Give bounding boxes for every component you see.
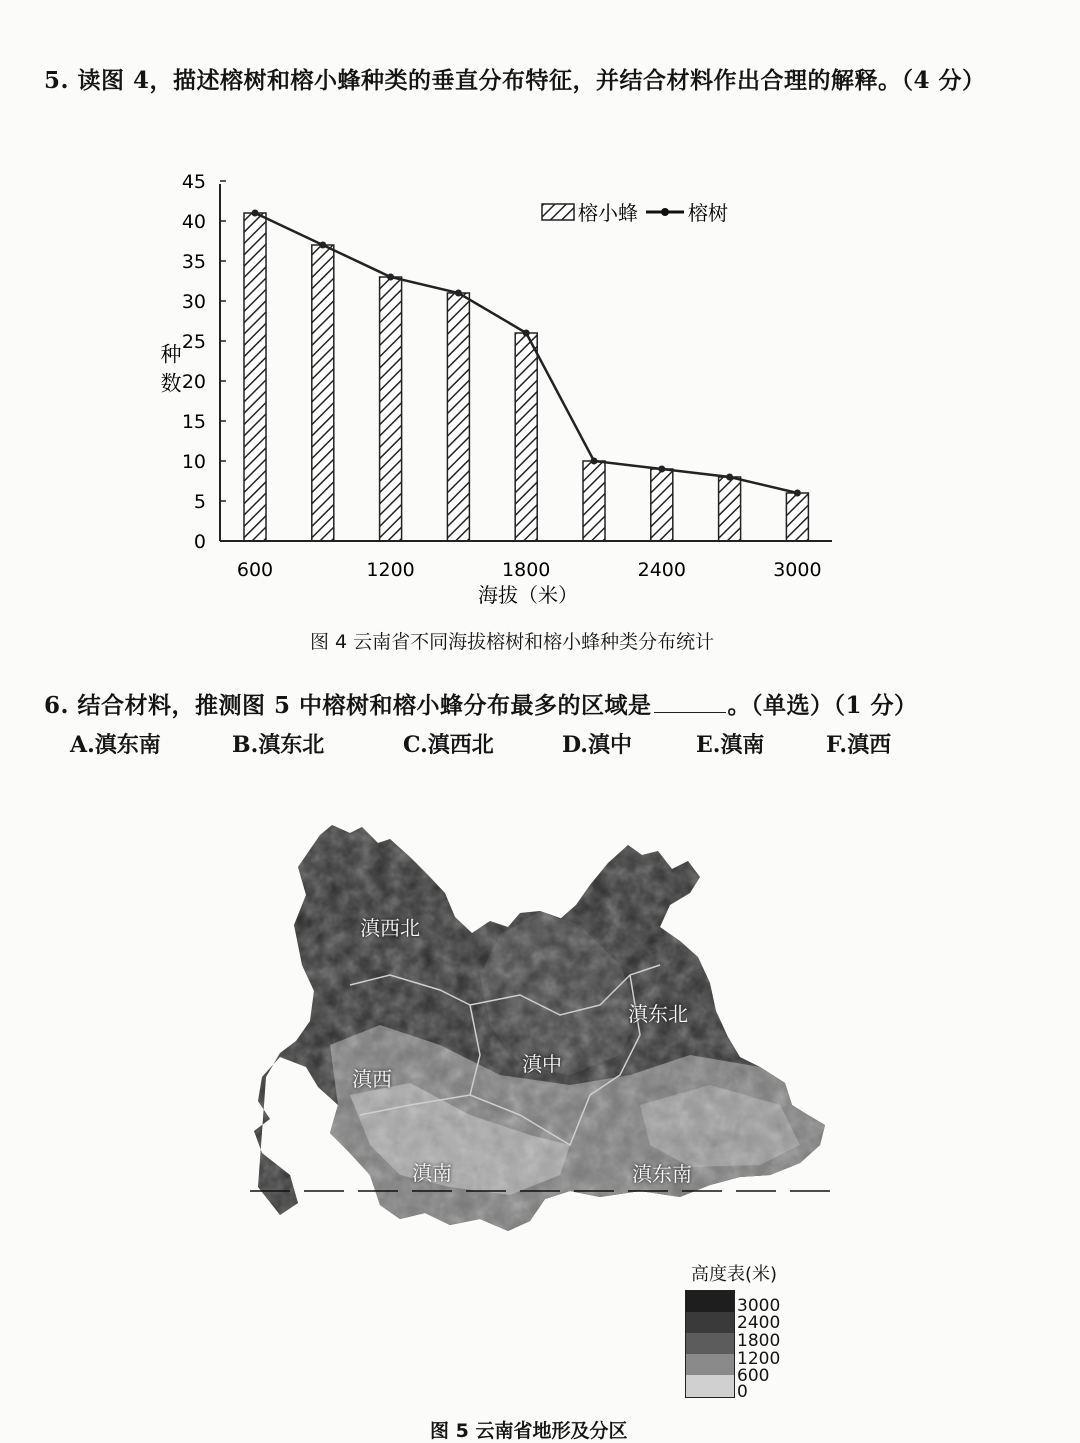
region-label-ne: 滇东北 bbox=[628, 1002, 688, 1026]
bar-fig-wasp bbox=[719, 477, 741, 541]
point-banyan bbox=[252, 210, 259, 217]
legend-tick-3000: 3000 bbox=[737, 1296, 781, 1316]
region-label-se: 滇东南 bbox=[632, 1162, 692, 1186]
legend-label-fig-wasp: 榕小蜂 bbox=[578, 201, 638, 225]
bar-fig-wasp bbox=[447, 293, 469, 541]
y-tick-label: 10 bbox=[181, 451, 206, 473]
bar-fig-wasp bbox=[786, 493, 808, 541]
y-tick-label: 35 bbox=[181, 251, 206, 273]
point-banyan bbox=[794, 490, 801, 497]
x-tick-label: 600 bbox=[236, 559, 274, 581]
legend-swatch-fig-wasp bbox=[542, 204, 574, 220]
figure-4-chart bbox=[0, 0, 1080, 620]
point-banyan bbox=[455, 290, 462, 297]
x-axis-label: 海拔（米） bbox=[478, 583, 578, 607]
x-tick-label: 3000 bbox=[773, 559, 822, 581]
legend-band-2400 bbox=[686, 1312, 734, 1333]
region-label-south: 滇南 bbox=[412, 1161, 452, 1185]
legend-band-1800 bbox=[686, 1333, 734, 1354]
legend-label-banyan: 榕树 bbox=[688, 201, 728, 225]
option-b[interactable]: B.滇东北 bbox=[232, 732, 325, 758]
y-axis-label: 种数 bbox=[158, 343, 182, 401]
legend-tick-1200: 1200 bbox=[737, 1349, 781, 1369]
answer-blank[interactable] bbox=[654, 694, 726, 713]
figure-5-caption: 图 5 云南省地形及分区 bbox=[430, 1420, 628, 1442]
province-shape bbox=[254, 825, 825, 1231]
legend-tick-600: 600 bbox=[737, 1366, 770, 1386]
y-tick-label: 15 bbox=[181, 411, 206, 433]
point-banyan bbox=[658, 466, 665, 473]
question-6-prefix: 6. 结合材料，推测图 5 中榕树和榕小蜂分布最多的区域是 bbox=[44, 692, 652, 719]
bar-fig-wasp bbox=[312, 245, 334, 541]
legend-title: 高度表(米) bbox=[691, 1264, 778, 1285]
question-6-suffix: 。（单选）（1 分） bbox=[727, 692, 918, 719]
bars-fig-wasp bbox=[244, 213, 808, 541]
bar-fig-wasp bbox=[380, 277, 402, 541]
region-label-central: 滇中 bbox=[522, 1052, 562, 1076]
legend-band-600 bbox=[686, 1375, 734, 1397]
region-label-nw: 滇西北 bbox=[360, 916, 420, 940]
point-banyan bbox=[523, 330, 530, 337]
option-c[interactable]: C.滇西北 bbox=[403, 732, 494, 758]
legend bbox=[542, 201, 728, 225]
x-tick-label: 1800 bbox=[502, 559, 551, 581]
y-tick-label: 0 bbox=[193, 531, 206, 553]
bar-fig-wasp bbox=[515, 333, 537, 541]
question-5: 5. 读图 4，描述榕树和榕小蜂种类的垂直分布特征，并结合材料作出合理的解释。（4 分） bbox=[44, 67, 986, 94]
option-d[interactable]: D.滇中 bbox=[562, 732, 632, 758]
legend-tick-2400: 2400 bbox=[737, 1313, 781, 1333]
x-tick-label: 2400 bbox=[637, 559, 686, 581]
question-6 bbox=[44, 687, 918, 720]
point-banyan bbox=[387, 274, 394, 281]
y-tick-label: 20 bbox=[181, 371, 206, 393]
option-f[interactable]: F.滇西 bbox=[826, 732, 892, 758]
x-tick-label: 1200 bbox=[366, 559, 415, 581]
option-a[interactable]: A.滇东南 bbox=[70, 732, 161, 758]
point-banyan bbox=[726, 474, 733, 481]
question-6-options bbox=[70, 728, 930, 760]
x-axis-ticks bbox=[237, 559, 822, 581]
region-label-west: 滇西 bbox=[352, 1067, 392, 1091]
legend-tick-0: 0 bbox=[737, 1382, 748, 1402]
bar-fig-wasp bbox=[583, 461, 605, 541]
point-banyan bbox=[319, 242, 326, 249]
y-tick-label: 5 bbox=[193, 491, 206, 513]
legend-tick-1800: 1800 bbox=[737, 1331, 781, 1351]
bar-fig-wasp bbox=[244, 213, 266, 541]
figure-4-caption: 图 4 云南省不同海拔榕树和榕小蜂种类分布统计 bbox=[310, 631, 715, 653]
yunnan-terrain-map bbox=[240, 815, 840, 1235]
y-tick-label: 45 bbox=[181, 171, 206, 193]
point-banyan bbox=[591, 458, 598, 465]
legend-color-bar bbox=[685, 1290, 735, 1398]
y-tick-label: 30 bbox=[181, 291, 206, 313]
y-tick-label: 40 bbox=[181, 211, 206, 233]
option-e[interactable]: E.滇南 bbox=[696, 732, 765, 758]
elevation-legend bbox=[685, 1258, 805, 1402]
bar-fig-wasp bbox=[651, 469, 673, 541]
y-tick-label: 25 bbox=[181, 331, 206, 353]
legend-band-3000 bbox=[686, 1291, 734, 1312]
legend-band-1200 bbox=[686, 1354, 734, 1375]
